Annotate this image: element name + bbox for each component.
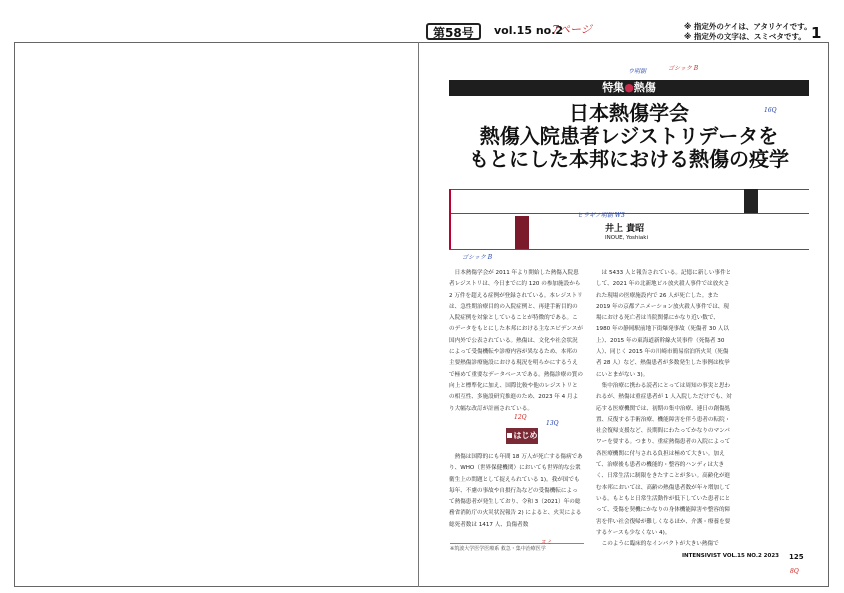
volume-label: vol.15 no.2 <box>494 24 564 37</box>
accent-bar-right <box>744 189 758 213</box>
article-title <box>449 102 809 171</box>
body-paragraph-2: 集中治療に携わる読者にとっては周知の事実と思われるが、熱傷は重症患者が 1 人入院しただけでも、対応する医療機関では、初期の集中治療、連日の創傷処置、反復する手術治療、機能障害を伴う患者の転院・社会復帰支援など、長期間にわたってかなりのマンパワーを要する。つまり、重症熱傷患者の入院によって各医療機関に付与される負担は極めて大きい。加えて、治療後も患者の機能的・整容的ハンディは大きく、日常生活に制限をきたすことが多い。高齢化が進む本邦においては、高齢の熱傷患者数が年々増加している。もともと日常生活動作が低下していた患者にとって、受傷を契機にかなりの身体機能障害や整容的障害を伴い社会復帰が難しくなるほか、介護・療養を要するケースも少なくない 4)。 <box>596 382 732 536</box>
body-paragraph-3: このように臨床的なインパクトが大きい熱傷で <box>601 541 719 548</box>
title-line-2: 熱傷入院患者レジストリデータを <box>479 124 779 148</box>
intro-column <box>449 452 583 531</box>
proof-mark-top-right: ゴシック B <box>668 65 699 72</box>
section-dot-icon: ● <box>624 81 634 94</box>
proof-mark-heading: 12Q <box>514 414 527 421</box>
spread-fold-line <box>418 42 419 587</box>
article-title-block <box>449 80 809 241</box>
print-note-2: ※ 指定外の文字は、スミベタです。 <box>684 32 806 41</box>
proof-mark-title-size: 16Q <box>764 107 777 114</box>
proof-mark-margin: 8Q <box>790 568 799 575</box>
section-band <box>449 80 809 96</box>
proof-mark-bottom: スミ <box>540 539 553 546</box>
abstract-column <box>449 268 583 415</box>
proof-mark-top-left: ウ明朝 <box>628 68 647 75</box>
title-rule-middle <box>449 213 809 214</box>
intro-heading <box>506 428 538 456</box>
affiliation-note: ※筑波大学医学医療系 救急・集中治療医学 <box>450 543 584 552</box>
print-notes <box>684 22 812 42</box>
proof-mark-lead-font: ゴシック B <box>462 254 493 261</box>
proof-mark-body-size: 13Q <box>546 420 559 427</box>
intro-text: 熱傷は国際的にも年間 18 万人が死亡する傷病であり、WHO（世界保健機関）においても世界的な公衆衛生上の問題として捉えられている 1)。我が国でも毎年、不慮の事故や自損行為などの受傷機転によって熱傷患者が発生しており、令和 3（2021）年の総務省消防庁の火災状況報告 2) によると、火災による総死者数は 1417 人、負傷者数 <box>449 454 583 528</box>
journal-footer: INTENSIVIST VOL.15 NO.2 2023 <box>682 553 779 559</box>
proof-mark-author: ヒラギノ明朝 W3 <box>577 212 625 219</box>
page-folio: 125 <box>789 553 804 561</box>
issue-number-box: 第58号 <box>426 23 481 40</box>
title-line-3: もとにした本邦における熱傷の疫学 <box>469 147 789 171</box>
author-name: 井上 貴昭 <box>605 224 645 234</box>
accent-bar-left <box>449 189 451 249</box>
section-topic: 熱傷 <box>633 81 656 94</box>
print-note-1: ※ 指定外のケイは、アタリケイです。 <box>684 22 812 31</box>
accent-bar-middle <box>515 216 529 249</box>
author-name-en: INOUE, Yoshiaki <box>605 235 649 241</box>
section-band-label: 特集 <box>602 81 625 94</box>
abstract-text: 日本熱傷学会が 2011 年より開始した熱傷入院患者レジストリは、今日までに約 120 の参加施設から 2 万件を超える症例が登録されている。本レジストリは、急性期治療目的の入院症例と、再建手術目的の入院症例を対象としていることが特徴的である。このデータをもとにした本邦における主なエビデンスが国内外で公表されている。熱傷は、文化や社会状況によって受傷機転や診療内容が異なるため、本邦の主要熱傷診療施設における現況を明らかにするうえで極めて重要なデータベースである。熱傷診療の質の向上と標準化に加え、国際比較や他のレジストリとの相互性、多施設研究推進のため、2023 年 4 月より大幅な改訂が計画されている。 <box>449 270 583 412</box>
handwritten-page-note: 7ページ <box>552 23 592 36</box>
title-area <box>449 96 809 250</box>
heading-square-icon <box>507 433 512 438</box>
intro-heading-label: はじめに <box>513 431 538 456</box>
right-column <box>596 268 732 550</box>
title-line-1: 日本熱傷学会 <box>569 101 689 125</box>
body-paragraph-1: は 5433 人と報告されている。記憶に新しい事件として、2021 年の北新地ビル放火殺人事件では放火された現場の医療施設内で 26 人が死亡した。また 2019 年の京都アニメーション放火殺人事件では、現場における死亡者は当院関係にかなり近い数で、1980 年の静岡駅前地下街爆発事故（死傷者 30 人以上）、2015 年の東海道新幹線火災事件（死傷者 30 人）、同じく 2015 年の川崎市簡易宿泊所火災（死傷者 28 人）など、熱傷患者が多数発生した事例は枚挙にいとまがない 3)。 <box>596 270 732 378</box>
title-rule-bottom <box>449 249 809 250</box>
sheet-number: 1 <box>811 24 822 42</box>
